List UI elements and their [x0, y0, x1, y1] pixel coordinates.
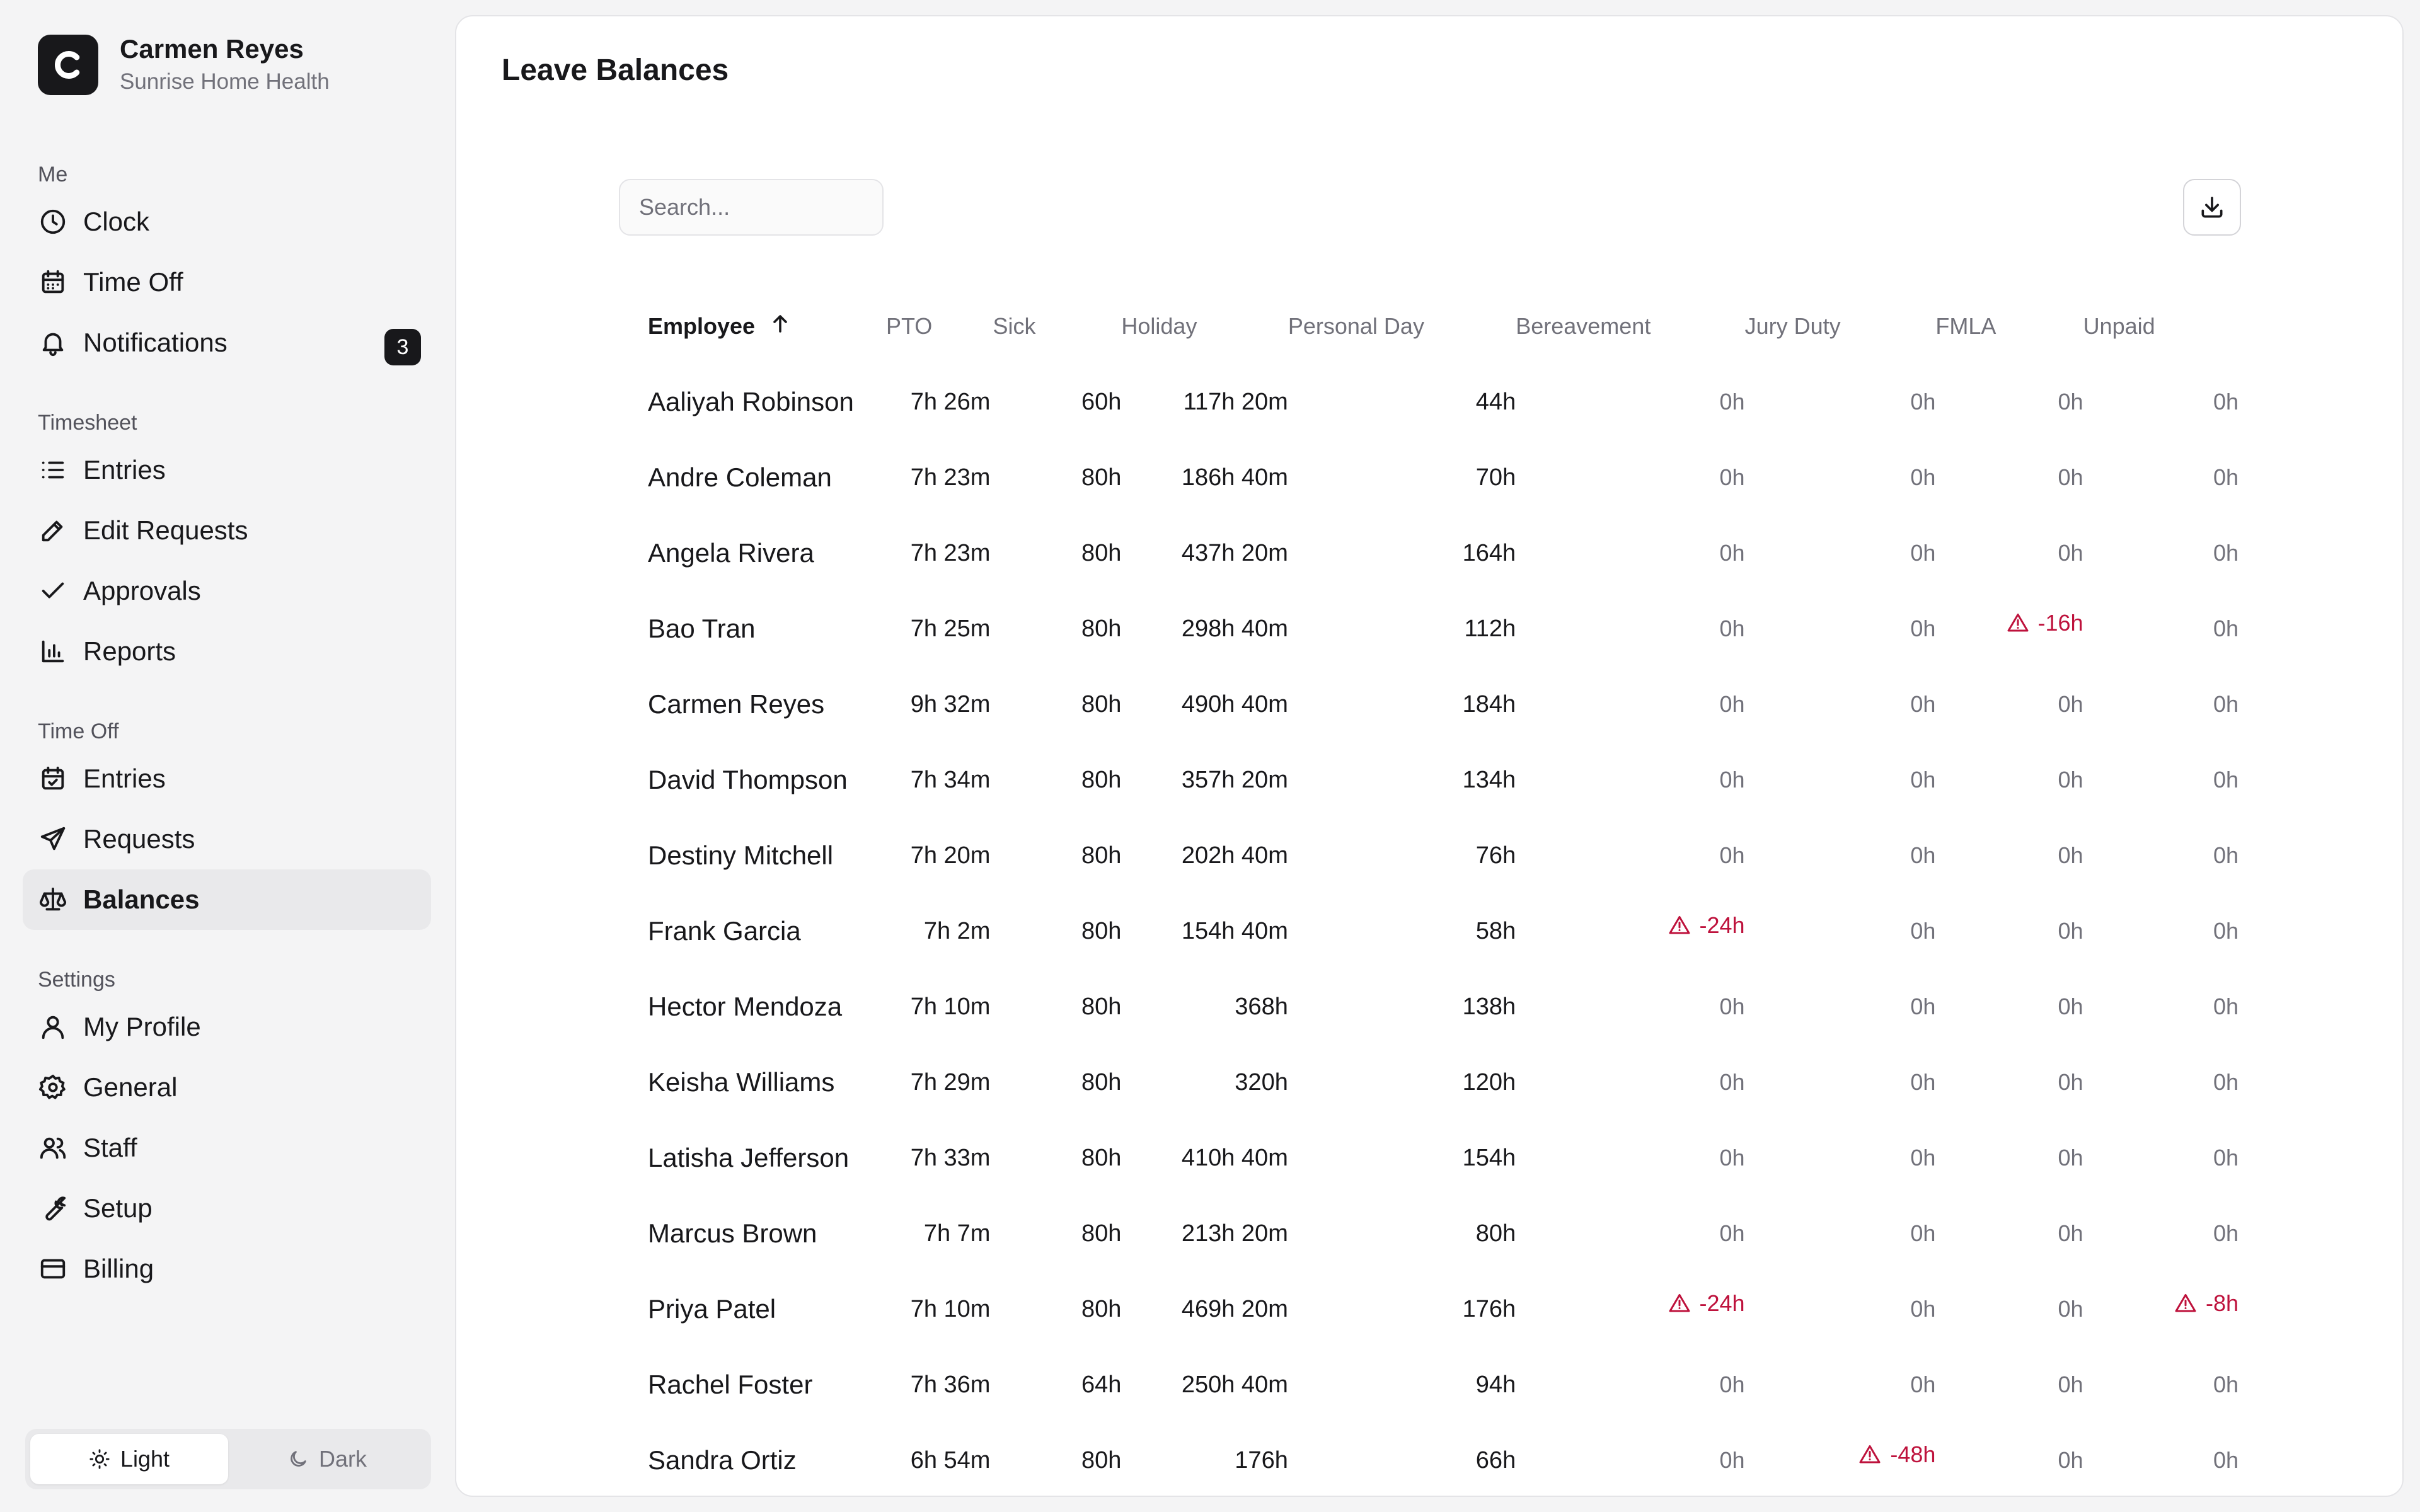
sidebar-item-reports[interactable] [23, 621, 431, 682]
table-row[interactable] [619, 893, 2245, 969]
cell-pto: 7h 33m [910, 1144, 991, 1171]
list-icon [38, 455, 68, 485]
cell-bereavement: 0h [1719, 1069, 1745, 1095]
cell-employee: Priya Patel [648, 1294, 776, 1324]
cell-jury-duty: 0h [1910, 1296, 1936, 1322]
cell-unpaid: 0h [2213, 767, 2238, 793]
table-row[interactable] [619, 515, 2245, 591]
cell-jury-duty: 0h [1910, 1069, 1936, 1095]
sidebar-item-label: Setup [83, 1193, 153, 1223]
warning-icon [2174, 1292, 2197, 1315]
cell-bereavement: 0h [1719, 1447, 1745, 1473]
org-logo [38, 35, 98, 95]
cell-jury-duty: 0h [1910, 389, 1936, 415]
cell-employee: Aaliyah Robinson [648, 387, 854, 416]
table-row[interactable] [619, 969, 2245, 1045]
theme-dark-label: Dark [318, 1446, 367, 1472]
theme-light-button[interactable] [30, 1434, 228, 1484]
org-subtitle: Sunrise Home Health [120, 69, 330, 94]
sort-ascending-icon [769, 312, 792, 341]
column-header-pto[interactable]: PTO [885, 313, 933, 339]
clock-icon [38, 207, 68, 237]
cell-bereavement: 0h [1719, 842, 1745, 868]
scale-icon [38, 885, 68, 915]
cell-bereavement [1516, 1271, 1744, 1347]
table-row[interactable] [619, 1347, 2245, 1423]
cell-fmla: 0h [2058, 1372, 2083, 1397]
cell-unpaid: 0h [2213, 994, 2238, 1019]
bell-icon [38, 328, 68, 358]
cell-jury-duty: 0h [1910, 842, 1936, 868]
cell-holiday: 437h 20m [1181, 539, 1288, 566]
cell-employee: Rachel Foster [648, 1370, 813, 1399]
negative-balance [1668, 912, 1745, 939]
warning-icon [1668, 914, 1691, 937]
sidebar-item-label: Time Off [83, 267, 183, 297]
cell-bereavement: 0h [1719, 1372, 1745, 1397]
user-icon [38, 1012, 68, 1042]
cell-jury-duty: 0h [1910, 616, 1936, 641]
cell-jury-duty: 0h [1910, 464, 1936, 490]
cell-holiday: 298h 40m [1181, 615, 1288, 642]
cell-personal-day: 70h [1475, 464, 1516, 491]
cell-unpaid: 0h [2213, 1145, 2238, 1171]
cell-fmla: 0h [2058, 1296, 2083, 1322]
cell-personal-day: 154h [1462, 1144, 1516, 1171]
cell-bereavement: 0h [1719, 389, 1745, 415]
sidebar-item-label: Requests [83, 824, 195, 854]
sidebar-item-billing[interactable] [23, 1239, 431, 1299]
column-header-fmla[interactable]: FMLA [1935, 313, 1997, 339]
bar-chart-icon [38, 636, 68, 667]
cell-bereavement: 0h [1719, 616, 1745, 641]
cell-fmla: 0h [2058, 1220, 2083, 1246]
cell-employee: Andre Coleman [648, 462, 832, 492]
leave-balances-table [619, 289, 2245, 1497]
cell-sick: 80h [1081, 1295, 1122, 1322]
credit-card-icon [38, 1254, 68, 1284]
cell-holiday: 213h 20m [1181, 1220, 1288, 1247]
negative-balance-value: -48h [1890, 1441, 1936, 1467]
cell-employee: Carmen Reyes [648, 689, 825, 719]
cell-bereavement: 0h [1719, 464, 1745, 490]
column-header-unpaid[interactable]: Unpaid [2083, 313, 2155, 339]
sidebar-item-label: My Profile [83, 1012, 201, 1041]
nav-group-timesheet: Timesheet [38, 411, 137, 435]
cell-holiday: 357h 20m [1181, 766, 1288, 793]
column-header-holiday[interactable]: Holiday [1121, 313, 1197, 339]
cell-sick: 80h [1081, 615, 1122, 642]
cell-holiday: 117h 20m [1183, 388, 1288, 415]
cell-unpaid: 0h [2213, 1220, 2238, 1246]
cell-unpaid: 0h [2213, 691, 2238, 717]
cell-bereavement: 0h [1719, 1145, 1745, 1171]
sidebar-item-clock[interactable] [23, 192, 431, 252]
cell-fmla: 0h [2058, 691, 2083, 717]
cell-pto: 7h 25m [910, 615, 991, 642]
pencil-icon [38, 515, 68, 546]
cell-personal-day: 176h [1462, 1295, 1516, 1322]
cell-holiday: 490h 40m [1181, 690, 1288, 718]
cell-pto: 7h 20m [910, 842, 991, 869]
sidebar-item-staff[interactable] [23, 1118, 431, 1178]
table-row[interactable] [619, 1120, 2245, 1196]
table-row[interactable] [619, 591, 2245, 667]
table-row[interactable] [619, 1045, 2245, 1120]
cell-pto: 7h 26m [910, 388, 991, 415]
cell-holiday: 320h [1235, 1068, 1288, 1096]
search-input[interactable] [619, 179, 884, 236]
cell-bereavement: 0h [1719, 994, 1745, 1019]
cell-jury-duty [1745, 1423, 1936, 1497]
cell-bereavement: 0h [1719, 691, 1745, 717]
cell-pto: 9h 32m [910, 690, 991, 718]
table-row[interactable] [619, 742, 2245, 818]
cell-employee: Hector Mendoza [648, 992, 843, 1021]
cell-pto: 7h 34m [910, 766, 991, 793]
cell-pto: 7h 36m [910, 1371, 991, 1398]
cell-personal-day: 112h [1464, 615, 1516, 642]
cell-personal-day: 138h [1462, 993, 1516, 1020]
sidebar-item-label: Entries [83, 764, 166, 793]
column-header-personal-day[interactable]: Personal Day [1288, 313, 1424, 339]
cell-personal-day: 94h [1475, 1371, 1516, 1398]
cell-sick: 80h [1081, 1220, 1122, 1247]
cell-unpaid: 0h [2213, 842, 2238, 868]
cell-employee: Frank Garcia [648, 916, 801, 946]
cell-sick: 80h [1081, 842, 1122, 869]
negative-balance-value: -24h [1699, 1290, 1745, 1316]
cell-pto: 7h 2m [923, 917, 991, 944]
cell-fmla: 0h [2058, 389, 2083, 415]
sidebar-item-time-off[interactable] [23, 252, 431, 312]
cell-holiday: 176h [1235, 1446, 1288, 1474]
cell-sick: 80h [1081, 1068, 1122, 1096]
negative-balance-value: -16h [2037, 609, 2083, 636]
sidebar-item-notifications[interactable] [23, 312, 431, 373]
cell-personal-day: 76h [1475, 842, 1516, 869]
cell-holiday: 202h 40m [1181, 842, 1288, 869]
page-title: Leave Balances [502, 54, 729, 87]
cell-sick: 80h [1081, 464, 1122, 491]
cell-bereavement: 0h [1719, 540, 1745, 566]
moon-icon [287, 1448, 309, 1470]
cell-employee: Keisha Williams [648, 1067, 835, 1097]
sidebar-item-label: Balances [83, 885, 200, 914]
cell-holiday: 154h 40m [1181, 917, 1288, 944]
cell-holiday: 250h 40m [1181, 1371, 1288, 1398]
negative-balance [2174, 1290, 2238, 1317]
calendar-icon [38, 267, 68, 297]
cell-jury-duty: 0h [1910, 1372, 1936, 1397]
warning-icon [2007, 612, 2029, 634]
export-button[interactable] [2183, 179, 2241, 236]
cell-fmla: 0h [2058, 842, 2083, 868]
cell-employee: Destiny Mitchell [648, 840, 834, 870]
negative-balance [1858, 1441, 1935, 1468]
sidebar [0, 0, 454, 1512]
cell-unpaid: 0h [2213, 540, 2238, 566]
cell-sick: 60h [1081, 388, 1122, 415]
theme-dark-button[interactable] [228, 1434, 426, 1484]
column-header-jury-duty[interactable]: Jury Duty [1744, 313, 1841, 339]
table-header-row [619, 289, 2245, 364]
sidebar-item-label: Approvals [83, 576, 201, 605]
sidebar-item-label: Staff [83, 1133, 137, 1162]
org-logo-icon [49, 46, 87, 84]
sidebar-item-label: Entries [83, 455, 166, 484]
sidebar-item-label: Billing [83, 1254, 154, 1283]
cell-unpaid: 0h [2213, 464, 2238, 490]
negative-balance-value: -8h [2205, 1290, 2238, 1316]
cell-unpaid: 0h [2213, 616, 2238, 641]
cell-employee: Angela Rivera [648, 538, 814, 568]
sidebar-item-approvals[interactable] [23, 561, 431, 621]
main-panel [455, 15, 2404, 1497]
cell-fmla: 0h [2058, 767, 2083, 793]
cell-fmla [1935, 591, 2083, 667]
cell-fmla: 0h [2058, 1069, 2083, 1095]
cell-fmla: 0h [2058, 464, 2083, 490]
sidebar-item-my-profile[interactable] [23, 997, 431, 1057]
cell-personal-day: 164h [1462, 539, 1516, 566]
nav-group-me: Me [38, 163, 68, 186]
cell-bereavement: 0h [1719, 1220, 1745, 1246]
sidebar-item-setup[interactable] [23, 1178, 431, 1239]
cell-sick: 80h [1081, 1446, 1122, 1474]
table-row[interactable] [619, 1271, 2245, 1347]
table-row[interactable] [619, 364, 2245, 440]
wrench-icon [38, 1193, 68, 1223]
cell-sick: 80h [1081, 690, 1122, 718]
cell-pto: 7h 7m [923, 1220, 991, 1247]
org-switcher[interactable] [38, 33, 330, 97]
table-row[interactable] [619, 1196, 2245, 1271]
table-row[interactable] [619, 1423, 2245, 1497]
cell-jury-duty: 0h [1910, 767, 1936, 793]
cell-personal-day: 134h [1462, 766, 1516, 793]
sun-icon [89, 1448, 110, 1470]
column-header-sick[interactable]: Sick [993, 313, 1036, 339]
negative-balance [1668, 1290, 1745, 1317]
cell-employee: Bao Tran [648, 614, 756, 643]
theme-light-label: Light [120, 1446, 170, 1472]
calendar-check-icon [38, 764, 68, 794]
sidebar-item-edit-requests[interactable] [23, 500, 431, 561]
sidebar-item-general[interactable] [23, 1057, 431, 1118]
sidebar-item-label: General [83, 1072, 178, 1102]
warning-icon [1668, 1292, 1691, 1315]
nav-group-time-off: Time Off [38, 719, 119, 743]
sidebar-item-label: Clock [83, 207, 150, 236]
cell-sick: 80h [1081, 1144, 1122, 1171]
download-icon [2198, 193, 2226, 221]
cell-personal-day: 120h [1462, 1068, 1516, 1096]
cell-pto: 7h 23m [910, 464, 991, 491]
cell-pto: 7h 10m [910, 1295, 991, 1322]
cell-bereavement [1516, 893, 1744, 969]
cell-personal-day: 184h [1462, 690, 1516, 718]
cell-pto: 7h 29m [910, 1068, 991, 1096]
cell-sick: 80h [1081, 993, 1122, 1020]
theme-toggle [25, 1429, 431, 1489]
warning-icon [1858, 1443, 1881, 1466]
cell-unpaid: 0h [2213, 1069, 2238, 1095]
cell-personal-day: 80h [1475, 1220, 1516, 1247]
negative-balance [2007, 610, 2083, 636]
cell-jury-duty: 0h [1910, 918, 1936, 944]
cell-employee: Latisha Jefferson [648, 1143, 850, 1172]
table-row[interactable] [619, 440, 2245, 515]
table-row[interactable] [619, 818, 2245, 893]
sidebar-nav [23, 158, 431, 1411]
cell-holiday: 410h 40m [1181, 1144, 1288, 1171]
sidebar-item-label: Edit Requests [83, 515, 248, 545]
cell-sick: 80h [1081, 766, 1122, 793]
cell-sick: 80h [1081, 917, 1122, 944]
cell-fmla: 0h [2058, 1447, 2083, 1473]
cell-sick: 80h [1081, 539, 1122, 566]
cell-personal-day: 66h [1475, 1446, 1516, 1474]
cell-pto: 7h 23m [910, 539, 991, 566]
check-icon [38, 576, 68, 606]
cell-holiday: 186h 40m [1181, 464, 1288, 491]
cell-fmla: 0h [2058, 1145, 2083, 1171]
cell-jury-duty: 0h [1910, 1220, 1936, 1246]
org-name: Carmen Reyes [120, 34, 304, 64]
cell-personal-day: 44h [1475, 388, 1516, 415]
column-header-employee[interactable] [619, 289, 886, 364]
cell-unpaid [2083, 1271, 2245, 1347]
cell-holiday: 368h [1235, 993, 1288, 1020]
cell-unpaid: 0h [2213, 1447, 2238, 1473]
cell-jury-duty: 0h [1910, 691, 1936, 717]
cell-jury-duty: 0h [1910, 1145, 1936, 1171]
negative-balance-value: -24h [1699, 912, 1745, 938]
cell-unpaid: 0h [2213, 918, 2238, 944]
cell-employee: Sandra Ortiz [648, 1445, 797, 1475]
column-header-bereavement[interactable]: Bereavement [1516, 313, 1651, 339]
column-header-label: Employee [648, 313, 756, 339]
cell-sick: 64h [1081, 1371, 1122, 1398]
gear-icon [38, 1072, 68, 1102]
sidebar-item-requests[interactable] [23, 809, 431, 869]
cell-fmla: 0h [2058, 918, 2083, 944]
cell-jury-duty: 0h [1910, 994, 1936, 1019]
cell-pto: 7h 10m [910, 993, 991, 1020]
cell-unpaid: 0h [2213, 389, 2238, 415]
cell-unpaid: 0h [2213, 1372, 2238, 1397]
users-icon [38, 1133, 68, 1163]
cell-holiday: 469h 20m [1181, 1295, 1288, 1322]
sidebar-item-time-off-entries[interactable] [23, 748, 431, 809]
send-icon [38, 824, 68, 854]
cell-pto: 6h 54m [910, 1446, 991, 1474]
table-row[interactable] [619, 667, 2245, 742]
sidebar-item-timesheet-entries[interactable] [23, 440, 431, 500]
cell-jury-duty: 0h [1910, 540, 1936, 566]
cell-personal-day: 58h [1475, 917, 1516, 944]
sidebar-item-label: Notifications [83, 328, 228, 357]
cell-fmla: 0h [2058, 994, 2083, 1019]
nav-group-settings: Settings [38, 968, 115, 992]
sidebar-item-label: Reports [83, 636, 176, 666]
sidebar-item-balances[interactable] [23, 869, 431, 930]
cell-employee: Marcus Brown [648, 1218, 817, 1248]
cell-employee: David Thompson [648, 765, 848, 794]
notifications-count-badge: 3 [384, 329, 421, 365]
cell-bereavement: 0h [1719, 767, 1745, 793]
cell-fmla: 0h [2058, 540, 2083, 566]
